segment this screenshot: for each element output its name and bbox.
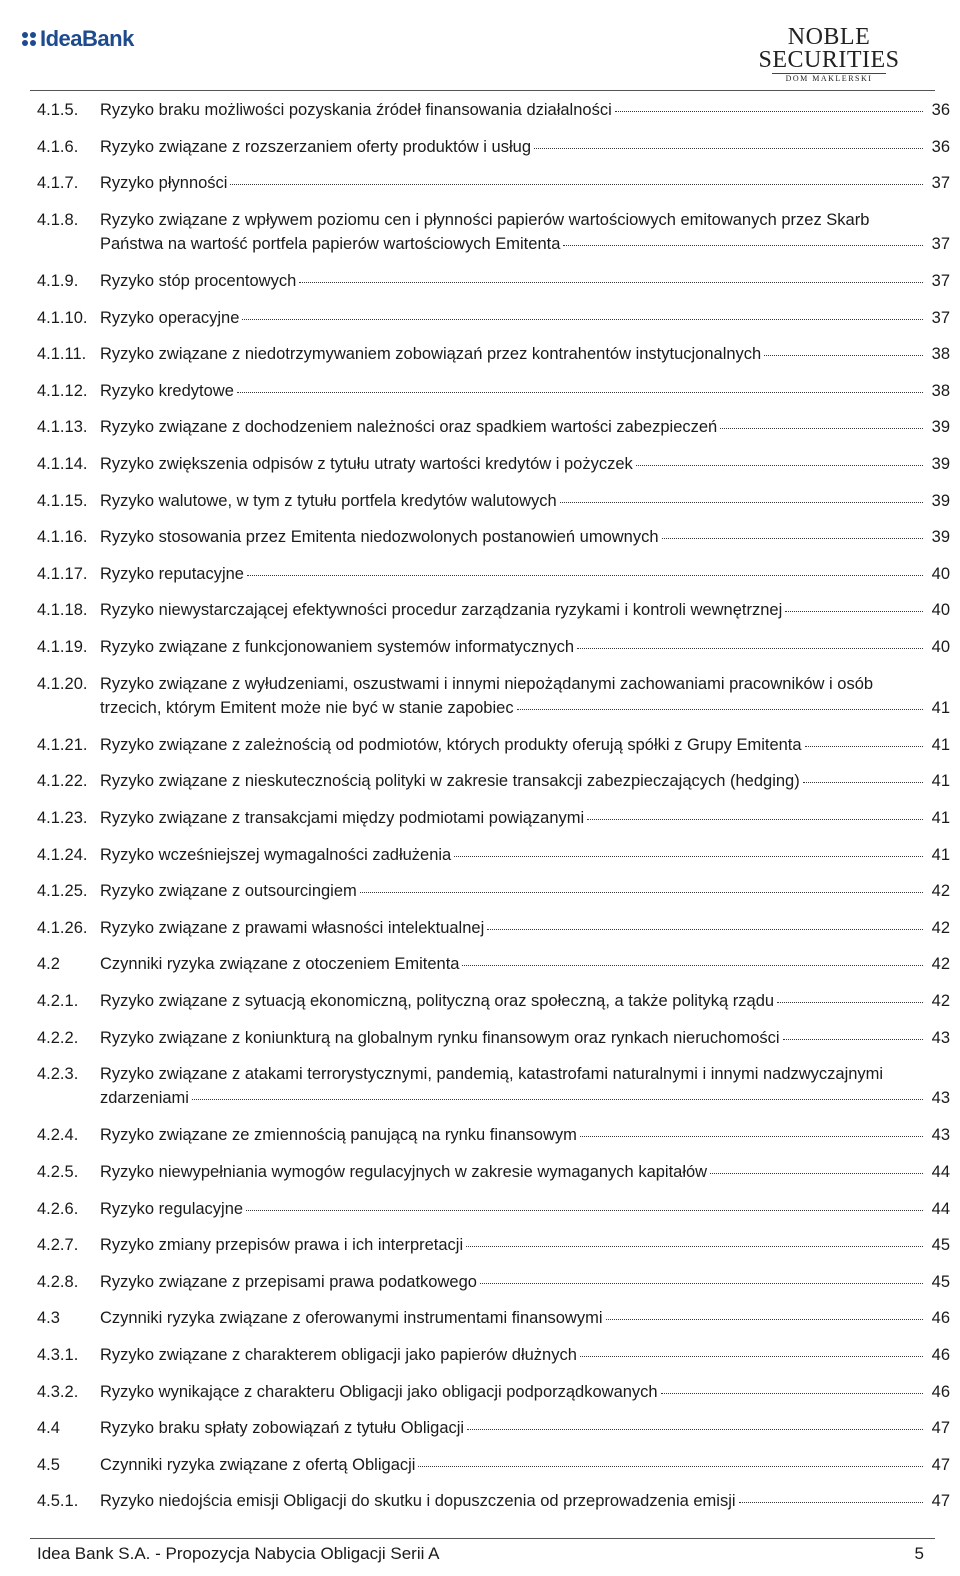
- toc-entry-body: [100, 269, 950, 293]
- toc-entry-page: 41: [931, 735, 950, 754]
- toc-entry-body: [100, 415, 950, 439]
- toc-entry-line: [100, 269, 950, 293]
- toc-entry-title: Czynniki ryzyka związane z otoczeniem Emitenta: [100, 955, 460, 974]
- toc-entry-number: 4.2.2.: [37, 1028, 79, 1047]
- toc-leader-dots: [246, 1208, 923, 1211]
- toc-entry-page: 37: [931, 234, 950, 253]
- toc-entry-number: 4.2.8.: [37, 1272, 79, 1291]
- toc-entry-page: 40: [931, 564, 950, 583]
- toc-entry-page: 41: [931, 698, 950, 717]
- toc-leader-dots: [534, 146, 923, 149]
- toc-entry-line: [100, 98, 950, 122]
- toc-entry-title: Ryzyko braku spłaty zobowiązań z tytułu Obligacji: [100, 1419, 465, 1438]
- toc-entry-body: [100, 98, 950, 122]
- toc-entry-line: [100, 733, 950, 757]
- toc-leader-dots: [247, 573, 923, 576]
- toc-entry-line: [100, 672, 950, 696]
- toc-entry-body: [100, 1306, 950, 1330]
- toc-entry-title: Ryzyko związane z rozszerzaniem oferty produktów i usług: [100, 137, 532, 156]
- toc-entry-body: [100, 1416, 950, 1440]
- toc-entry-body: [100, 1197, 950, 1221]
- toc-entry-number: 4.3.2.: [37, 1382, 79, 1401]
- toc-entry-title: Ryzyko zmiany przepisów prawa i ich interpretacji: [100, 1236, 464, 1255]
- toc-entry-number: 4.1.11.: [37, 345, 87, 364]
- toc-entry-line: [100, 306, 950, 330]
- toc-entry-body: [100, 1062, 950, 1110]
- toc-entry-body: [100, 806, 950, 830]
- toc-entry-page: 39: [931, 455, 950, 473]
- toc-entry-number: 4.1.24.: [37, 845, 88, 864]
- footer-document-title: Idea Bank S.A. - Propozycja Nabycia Obligacji Serii A: [37, 1544, 440, 1563]
- toc-entry-line: [100, 1489, 950, 1513]
- toc-entry-page: 40: [931, 638, 950, 656]
- toc-entry-title: Ryzyko regulacyjne: [100, 1199, 244, 1218]
- toc-entry-title: Ryzyko związane z outsourcingiem: [100, 882, 357, 901]
- toc-leader-dots: [636, 463, 923, 466]
- toc-entry-number: 4.1.26.: [37, 918, 88, 937]
- toc-entry-line: [100, 525, 950, 549]
- toc-entry-body: [100, 1270, 950, 1294]
- toc-entry-page: 42: [931, 882, 950, 901]
- toc-entry-line: [100, 135, 950, 159]
- toc-entry-title: Ryzyko związane z transakcjami między podmiotami powiązanymi: [100, 809, 585, 827]
- footer-page-number: 5: [914, 1544, 924, 1563]
- toc-entry-line: [100, 1123, 950, 1147]
- toc-entry-number: 4.1.9.: [37, 272, 79, 290]
- toc-entry-body: [100, 1233, 950, 1257]
- noble-logo-line2: SECURITIES: [758, 47, 900, 73]
- toc-leader-dots: [418, 1464, 923, 1467]
- toc-entry-line: [100, 452, 950, 476]
- toc-leader-dots: [192, 1097, 923, 1100]
- toc-entry-body: [100, 342, 950, 366]
- toc-entry-page: 44: [931, 1163, 950, 1181]
- toc-entry-body: [100, 135, 950, 159]
- toc-entry-body: [100, 1026, 950, 1050]
- toc-entry-page: 45: [931, 1236, 950, 1255]
- toc-entry-title: Ryzyko związane ze zmiennością panującą na rynku finansowym: [100, 1126, 577, 1145]
- toc-leader-dots: [360, 890, 923, 893]
- toc-entry-body: [100, 916, 950, 940]
- toc-leader-dots: [237, 390, 923, 393]
- toc-entry-title: Ryzyko braku możliwości pozyskania źródeł finansowania działalności: [100, 101, 612, 119]
- toc-entry-number: 4.2.7.: [37, 1236, 79, 1255]
- toc-entry-title: Ryzyko kredytowe: [100, 381, 234, 400]
- toc-entry-line: [100, 1453, 950, 1477]
- toc-leader-dots: [517, 707, 923, 710]
- toc-entry-page: 46: [931, 1382, 950, 1401]
- toc-leader-dots: [487, 927, 923, 930]
- toc-entry-number: 4.3.1.: [37, 1346, 79, 1364]
- toc-leader-dots: [560, 500, 923, 503]
- toc-entry-page: 41: [931, 845, 950, 864]
- toc-entry-line: [100, 1062, 950, 1086]
- toc-entry-page: 43: [931, 1126, 950, 1145]
- toc-entry-body: [100, 989, 950, 1013]
- toc-entry-title: Ryzyko niewypełniania wymogów regulacyjnych w zakresie wymaganych kapitałów: [100, 1163, 708, 1181]
- toc-entry-number: 4.2.5.: [37, 1163, 79, 1181]
- toc-entry-page: 47: [931, 1492, 950, 1511]
- idea-bank-logo-mark: [22, 32, 36, 46]
- toc-entry-number: 4.2.6.: [37, 1199, 79, 1218]
- toc-entry-title: Ryzyko związane z charakterem obligacji jako papierów dłużnych: [100, 1346, 577, 1364]
- toc-leader-dots: [580, 1354, 923, 1357]
- toc-entry-number: 4.1.18.: [37, 601, 88, 620]
- toc-entry-page: 39: [931, 491, 950, 510]
- toc-entry-body: [100, 1453, 950, 1477]
- toc-entry-page: 41: [931, 772, 950, 791]
- toc-entry-line: [100, 1416, 950, 1440]
- toc-entry-title: Ryzyko związane z atakami terrorystycznymi, pandemią, katastrofami naturalnymi i innymi nadzwyczajnymi: [100, 1065, 884, 1084]
- toc-entry-line: [100, 415, 950, 439]
- toc-entry-page: 43: [931, 1028, 950, 1047]
- toc-entry-page: 42: [931, 918, 950, 937]
- page-header: [0, 0, 960, 92]
- toc-entry-body: [100, 1489, 950, 1513]
- toc-entry-page: 46: [931, 1346, 950, 1364]
- toc-entry-page: 36: [931, 101, 950, 119]
- toc-leader-dots: [710, 1171, 923, 1174]
- toc-leader-dots: [563, 243, 923, 246]
- toc-entry-page: 45: [931, 1272, 950, 1291]
- footer-divider: [30, 1538, 935, 1539]
- toc-leader-dots: [454, 854, 923, 857]
- toc-leader-dots: [805, 744, 923, 747]
- toc-entry-body: [100, 525, 950, 549]
- toc-entry-line: [100, 1343, 950, 1367]
- toc-entry-body: [100, 672, 950, 720]
- idea-bank-logo: [22, 24, 134, 54]
- toc-leader-dots: [615, 109, 923, 112]
- toc-leader-dots: [803, 780, 923, 783]
- toc-entry-title: Czynniki ryzyka związane z oferowanymi instrumentami finansowymi: [100, 1309, 603, 1328]
- toc-entry-number: 4.1.22.: [37, 772, 88, 791]
- toc-entry-line: [100, 562, 950, 586]
- toc-entry-number: 4.2.4.: [37, 1126, 79, 1145]
- toc-entry-page: 39: [931, 528, 950, 547]
- toc-entry-page: 42: [931, 955, 950, 974]
- toc-entry-title: Ryzyko związane z sytuacją ekonomiczną, polityczną oraz społeczną, a także polityką rządu: [100, 992, 775, 1010]
- toc-entry-body: [100, 598, 950, 622]
- toc-entry-body: [100, 635, 950, 659]
- toc-entry-title: Ryzyko niewystarczającej efektywności procedur zarządzania ryzykami i kontroli wewnętrznej: [100, 601, 783, 620]
- toc-entry-line: [100, 696, 950, 720]
- toc-entry-number: 4.5.1.: [37, 1492, 79, 1511]
- toc-entry-body: [100, 843, 950, 867]
- toc-entry-line: [100, 598, 950, 622]
- toc-entry-title: Ryzyko płynności: [100, 174, 228, 193]
- toc-entry-line: [100, 171, 950, 195]
- toc-entry-number: 4.3: [37, 1309, 60, 1328]
- toc-entry-number: 4.1.19.: [37, 638, 88, 656]
- toc-entry-page: 42: [931, 992, 950, 1010]
- toc-entry-line: [100, 843, 950, 867]
- toc-entry-page: 47: [931, 1455, 950, 1474]
- toc-entry-title: Ryzyko niedojścia emisji Obligacji do skutku i dopuszczenia od przeprowadzenia emisji: [100, 1492, 736, 1511]
- toc-entry-line: [100, 1233, 950, 1257]
- toc-entry-number: 4.2: [37, 955, 60, 974]
- toc-entry-title: Ryzyko związane z prawami własności intelektualnej: [100, 918, 485, 937]
- toc-leader-dots: [739, 1500, 923, 1503]
- toc-entry-body: [100, 952, 950, 976]
- toc-entry-body: [100, 171, 950, 195]
- toc-entry-body: [100, 489, 950, 513]
- toc-entry-title: Ryzyko operacyjne: [100, 308, 240, 327]
- toc-entry-number: 4.1.10.: [37, 308, 88, 327]
- toc-entry-title: Ryzyko związane z wpływem poziomu cen i płynności papierów wartościowych emitowanych przez Skarb: [100, 210, 870, 229]
- toc-entry-body: [100, 1160, 950, 1184]
- toc-entry-title: Ryzyko wcześniejszej wymagalności zadłużenia: [100, 845, 452, 864]
- toc-entry-line: [100, 916, 950, 940]
- toc-entry-number: 4.1.23.: [37, 809, 88, 827]
- toc-entry-body: [100, 379, 950, 403]
- toc-entry-title: Ryzyko stosowania przez Emitenta niedozwolonych postanowień umownych: [100, 528, 659, 547]
- toc-entry-number: 4.1.15.: [37, 491, 88, 510]
- toc-entry-number: 4.1.16.: [37, 528, 88, 547]
- toc-entry-page: 36: [931, 137, 950, 156]
- toc-entry-body: [100, 562, 950, 586]
- toc-entry-page: 37: [931, 272, 950, 290]
- toc-entry-title: Ryzyko związane z funkcjonowaniem systemów informatycznych: [100, 638, 575, 656]
- toc-leader-dots: [580, 1134, 923, 1137]
- toc-entry-line: [100, 1306, 950, 1330]
- toc-entry-page: 41: [931, 809, 950, 827]
- toc-leader-dots: [466, 1244, 923, 1247]
- toc-entry-page: 38: [931, 345, 950, 364]
- toc-entry-line: [100, 806, 950, 830]
- toc-entry-number: 4.1.13.: [37, 418, 88, 437]
- toc-entry-body: [100, 1343, 950, 1367]
- toc-entry-title: Ryzyko walutowe, w tym z tytułu portfela kredytów walutowych: [100, 491, 557, 510]
- toc-entry-title: Ryzyko związane z niedotrzymywaniem zobowiązań przez kontrahentów instytucjonalnych: [100, 345, 762, 364]
- toc-entry-number: 4.1.6.: [37, 137, 79, 156]
- toc-entry-body: [100, 1123, 950, 1147]
- toc-entry-number: 4.4: [37, 1419, 60, 1438]
- toc-entry-line: [100, 989, 950, 1013]
- toc-entry-line: [100, 1086, 950, 1110]
- toc-entry-number: 4.2.1.: [37, 992, 79, 1010]
- toc-leader-dots: [230, 182, 923, 185]
- toc-entry-line: [100, 635, 950, 659]
- toc-entry-title: Ryzyko związane z koniunkturą na globalnym rynku finansowym oraz rynkach nieruchomości: [100, 1028, 780, 1047]
- toc-entry-number: 4.1.14.: [37, 455, 88, 473]
- noble-logo-line1: NOBLE: [787, 24, 871, 50]
- toc-entry-page: 38: [931, 381, 950, 400]
- toc-leader-dots: [480, 1281, 923, 1284]
- toc-entry-title: Ryzyko związane z nieskutecznością polityki w zakresie transakcji zabezpieczających (hedging): [100, 772, 800, 791]
- toc-entry-line: [100, 489, 950, 513]
- toc-entry-number: 4.1.8.: [37, 210, 79, 229]
- toc-entry-page: 39: [931, 418, 950, 437]
- toc-entry-title: Ryzyko reputacyjne: [100, 564, 244, 583]
- toc-entry-line: [100, 879, 950, 903]
- toc-leader-dots: [467, 1427, 923, 1430]
- toc-entry-line: [100, 232, 950, 256]
- toc-leader-dots: [462, 963, 923, 966]
- toc-leader-dots: [661, 1391, 923, 1394]
- toc-entry-title: Czynniki ryzyka związane z ofertą Obligacji: [100, 1455, 416, 1474]
- toc-leader-dots: [777, 1000, 923, 1003]
- toc-entry-title: Ryzyko wynikające z charakteru Obligacji jako obligacji podporządkowanych: [100, 1382, 658, 1401]
- toc-entry-line: [100, 769, 950, 793]
- noble-securities-logo: [754, 26, 904, 83]
- toc-leader-dots: [662, 536, 923, 539]
- idea-bank-logo-text: IdeaBank: [40, 26, 134, 51]
- toc-leader-dots: [606, 1317, 923, 1320]
- header-divider: [30, 90, 935, 91]
- toc-entry-title: Ryzyko związane z dochodzeniem należności oraz spadkiem wartości zabezpieczeń: [100, 418, 718, 437]
- toc-leader-dots: [299, 280, 923, 283]
- toc-entry-number: 4.1.21.: [37, 735, 88, 754]
- toc-entry-line: [100, 1380, 950, 1404]
- toc-entry-page: 47: [931, 1419, 950, 1438]
- toc-entry-title: Ryzyko związane z zależnością od podmiotów, których produkty oferują spółki z Grupy Emitenta: [100, 735, 802, 754]
- toc-entry-line: [100, 1197, 950, 1221]
- toc-entry-body: [100, 879, 950, 903]
- toc-entry-number: 4.1.20.: [37, 674, 88, 693]
- toc-leader-dots: [783, 1037, 923, 1040]
- toc-entry-title: trzecich, którym Emitent może nie być w stanie zapobiec: [100, 698, 514, 717]
- toc-leader-dots: [242, 317, 923, 320]
- toc-leader-dots: [577, 646, 923, 649]
- toc-entry-number: 4.1.5.: [37, 101, 79, 119]
- toc-entry-body: [100, 306, 950, 330]
- toc-entry-number: 4.1.17.: [37, 564, 88, 583]
- toc-entry-number: 4.2.3.: [37, 1065, 79, 1084]
- noble-logo-line3: DOM MAKLERSKI: [772, 73, 886, 83]
- toc-entry-line: [100, 1160, 950, 1184]
- toc-entry-line: [100, 342, 950, 366]
- toc-entry-body: [100, 733, 950, 757]
- toc-entry-number: 4.1.12.: [37, 381, 88, 400]
- toc-entry-title: Ryzyko stóp procentowych: [100, 272, 297, 290]
- toc-leader-dots: [764, 353, 923, 356]
- toc-entry-body: [100, 769, 950, 793]
- toc-leader-dots: [587, 817, 923, 820]
- toc-entry-line: [100, 952, 950, 976]
- toc-entry-page: 43: [931, 1089, 950, 1108]
- toc-entry-title: Ryzyko związane z przepisami prawa podatkowego: [100, 1272, 477, 1291]
- toc-entry-title: zdarzeniami: [100, 1089, 189, 1108]
- toc-entry-page: 37: [931, 308, 950, 327]
- toc-entry-page: 46: [931, 1309, 950, 1328]
- toc-entry-line: [100, 1270, 950, 1294]
- toc-leader-dots: [720, 426, 923, 429]
- toc-entry-number: 4.1.7.: [37, 174, 79, 193]
- toc-entry-page: 44: [931, 1199, 950, 1218]
- toc-entry-number: 4.1.25.: [37, 882, 88, 901]
- toc-entry-title: Ryzyko zwiększenia odpisów z tytułu utraty wartości kredytów i pożyczek: [100, 455, 633, 473]
- toc-entry-line: [100, 208, 950, 232]
- toc-entry-line: [100, 1026, 950, 1050]
- toc-entry-number: 4.5: [37, 1455, 60, 1474]
- toc-entry-page: 37: [931, 174, 950, 193]
- toc-entry-body: [100, 208, 950, 256]
- toc-entry-page: 40: [931, 601, 950, 620]
- toc-entry-body: [100, 1380, 950, 1404]
- toc-entry-title: Państwa na wartość portfela papierów wartościowych Emitenta: [100, 234, 561, 253]
- toc-entry-line: [100, 379, 950, 403]
- toc-leader-dots: [785, 609, 923, 612]
- toc-entry-body: [100, 452, 950, 476]
- toc-entry-title: Ryzyko związane z wyłudzeniami, oszustwami i innymi niepożądanymi zachowaniami pracowników i osób: [100, 674, 874, 693]
